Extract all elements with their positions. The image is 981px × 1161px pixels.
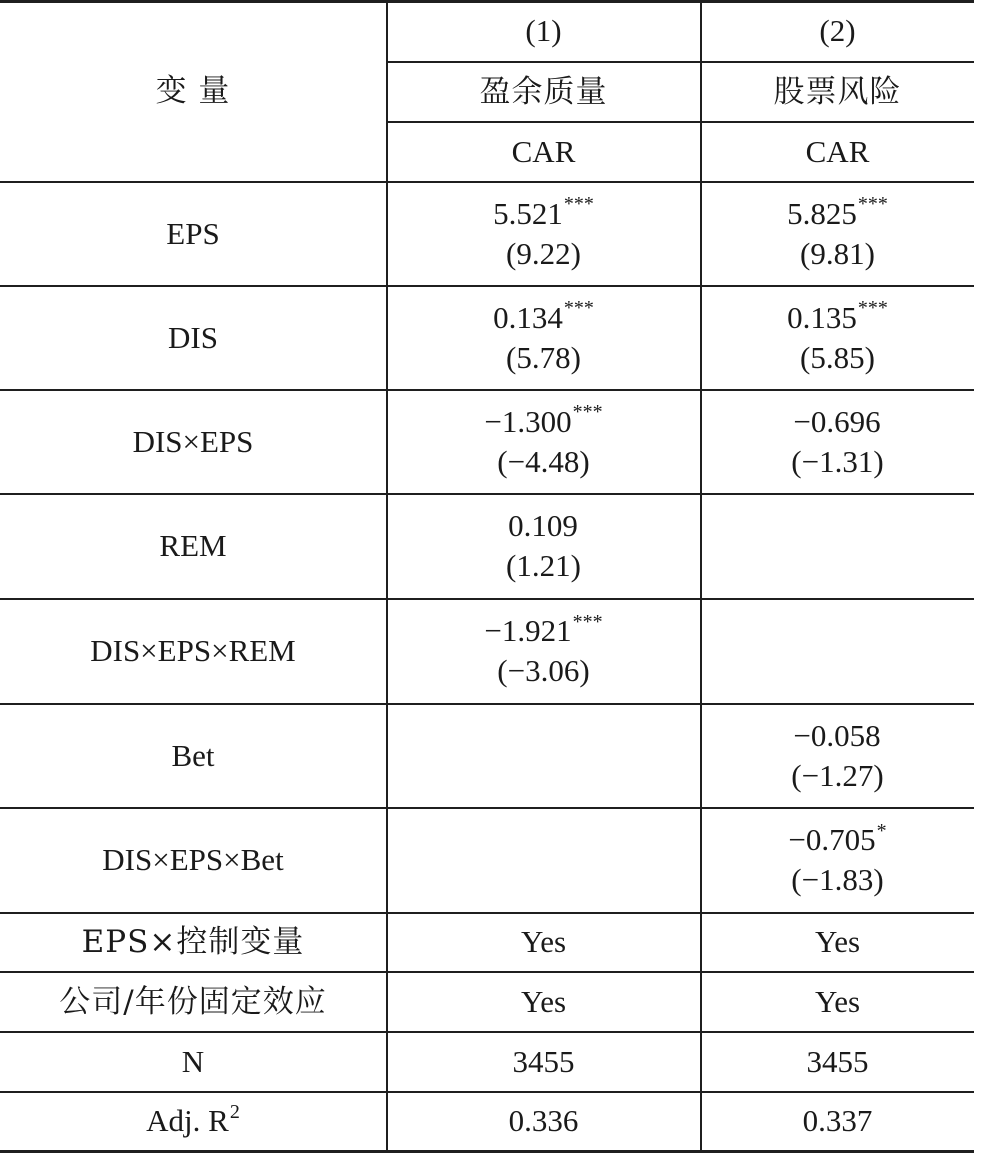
cell-value: 3455: [806, 1043, 869, 1079]
table-cell-empty: [701, 494, 974, 598]
row-label: [0, 913, 386, 971]
row-label-text: N: [181, 1043, 205, 1079]
coefficient: −1.300: [484, 403, 572, 439]
table-cell: [387, 182, 700, 285]
row-label: [0, 1032, 386, 1091]
coefficient: 5.521: [493, 195, 563, 231]
variable-header: [0, 0, 386, 181]
bottom-rule: [0, 1150, 974, 1153]
coefficient: 0.109: [508, 508, 578, 543]
col2-name: [701, 62, 974, 121]
row-label: [0, 972, 386, 1031]
significance-stars: ***: [563, 193, 594, 216]
coefficient: −0.696: [793, 403, 881, 439]
significance-stars: ***: [563, 297, 594, 320]
coefficient: 0.134: [493, 299, 563, 335]
table-cell: [387, 1092, 700, 1150]
coefficient: −0.705: [788, 822, 876, 857]
col1-number: [387, 1, 700, 61]
coefficient: 5.825: [787, 195, 857, 231]
row-label-text: REM: [159, 528, 227, 563]
table-cell-empty: [387, 808, 700, 912]
coefficient: 0.135: [787, 299, 857, 335]
t-statistic: (5.78): [506, 339, 581, 375]
t-statistic: (9.22): [506, 235, 581, 271]
t-statistic: (9.81): [800, 235, 875, 271]
row-label: [0, 286, 386, 389]
col1-dependent-label: CAR: [511, 133, 576, 169]
row-label: [0, 1092, 386, 1150]
cell-value: Yes: [520, 983, 567, 1019]
col1-number-label: (1): [525, 13, 562, 48]
cell-value: Yes: [520, 924, 567, 959]
row-label-text: DIS×EPS: [132, 423, 254, 459]
table-cell-empty: [701, 599, 974, 703]
t-statistic: (−4.48): [497, 443, 590, 479]
cell-value: 0.337: [802, 1103, 873, 1138]
significance-stars: *: [876, 819, 887, 842]
row-label: [0, 182, 386, 285]
col2-number-label: (2): [819, 13, 856, 48]
row-label-text: DIS×EPS×Bet: [102, 842, 284, 877]
table-cell: [387, 494, 700, 598]
table-cell: [387, 390, 700, 493]
row-label: [0, 808, 386, 912]
table-cell: [701, 808, 974, 912]
col2-name-label: 股票风险: [773, 73, 902, 110]
row-label-text: EPS: [166, 215, 220, 251]
col2-number: [701, 1, 974, 61]
coefficient: −0.058: [793, 717, 881, 753]
table-cell: [701, 972, 974, 1031]
row-label: [0, 494, 386, 598]
t-statistic: (1.21): [506, 548, 581, 583]
variable-header-label: 变 量: [155, 72, 231, 109]
table-cell: [387, 599, 700, 703]
table-cell: [701, 286, 974, 389]
col1-dependent: [387, 122, 700, 181]
significance-stars: ***: [572, 610, 603, 633]
table-cell: [701, 1092, 974, 1150]
cell-value: 3455: [512, 1043, 575, 1079]
row-label-text: Adj. R: [146, 1103, 229, 1138]
t-statistic: (−3.06): [497, 653, 590, 688]
row-label-text: DIS: [168, 319, 218, 355]
superscript: 2: [229, 1100, 240, 1123]
row-label: [0, 390, 386, 493]
row-label-text: 公司/年份固定效应: [59, 983, 327, 1020]
col2-dependent: [701, 122, 974, 181]
significance-stars: ***: [857, 297, 888, 320]
col2-dependent-label: CAR: [805, 133, 870, 169]
row-label: [0, 599, 386, 703]
significance-stars: ***: [572, 401, 603, 424]
significance-stars: ***: [857, 193, 888, 216]
cell-value: Yes: [814, 924, 861, 959]
cell-value: Yes: [814, 983, 861, 1019]
table-cell-empty: [387, 704, 700, 807]
table-cell: [387, 972, 700, 1031]
row-label-text: EPS×控制变量: [81, 924, 305, 960]
row-label-text: Bet: [171, 737, 215, 773]
table-cell: [387, 913, 700, 971]
t-statistic: (−1.83): [791, 862, 884, 897]
row-label-text: DIS×EPS×REM: [90, 633, 296, 668]
table-cell: [701, 390, 974, 493]
table-cell: [387, 1032, 700, 1091]
table-cell: [387, 286, 700, 389]
t-statistic: (−1.31): [791, 443, 884, 479]
table-cell: [701, 182, 974, 285]
col1-name: [387, 62, 700, 121]
table-cell: [701, 913, 974, 971]
row-label: [0, 704, 386, 807]
t-statistic: (5.85): [800, 339, 875, 375]
cell-value: 0.336: [508, 1103, 579, 1138]
col1-name-label: 盈余质量: [479, 73, 608, 110]
t-statistic: (−1.27): [791, 757, 884, 793]
table-cell: [701, 704, 974, 807]
table-cell: [701, 1032, 974, 1091]
coefficient: −1.921: [484, 613, 572, 648]
